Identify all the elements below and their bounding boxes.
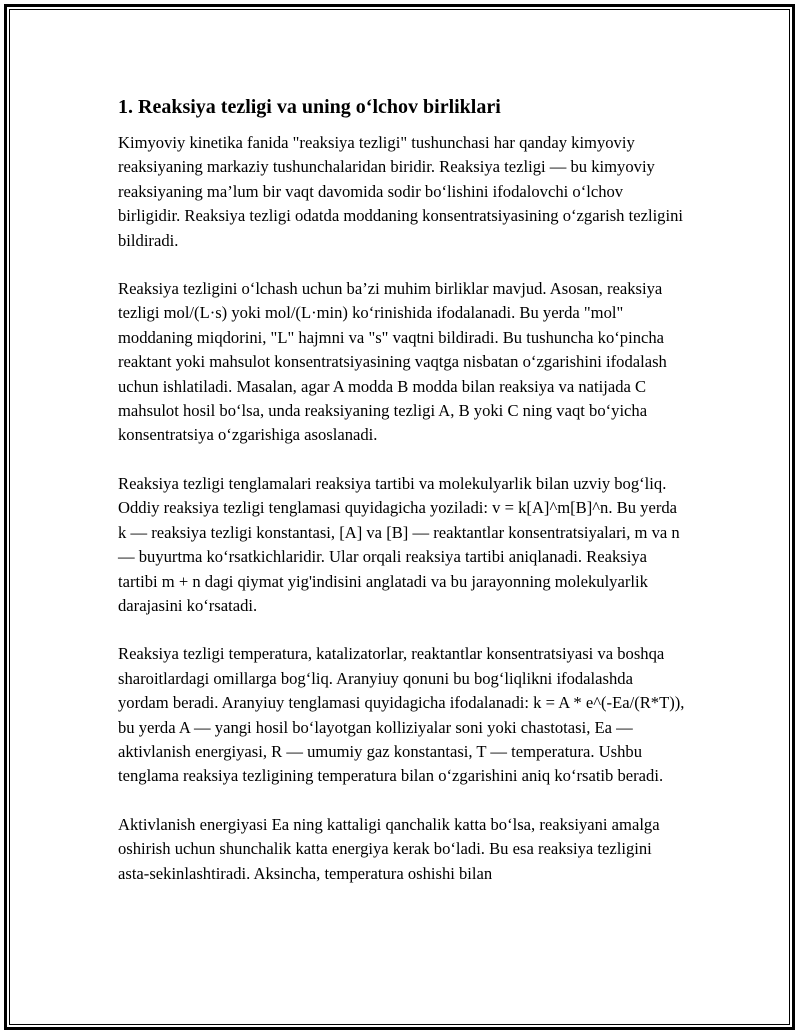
section-heading: 1. Reaksiya tezligi va uning o‘lchov birliklari [118,96,501,118]
document-body [118,95,685,910]
paragraph-reaction-rate-definition: Kimyoviy kinetika fanida "reaksiya tezligi" tushunchasi har qanday kimyoviy reaksiyaning markaziy tushunchalaridan biridir. Reaksiya tezligi — bu kimyoviy reaksiyaning ma’lum bir vaqt davomida sodir bo‘lishini ifodalovchi o‘lchov birligidir. Reaksiya tezligi odatda moddaning konsentratsiyasining o‘zgarish tezligini bildiradi. [118,133,683,250]
paragraph-rate-units: Reaksiya tezligini o‘lchash uchun ba’zi muhim birliklar mavjud. Asosan, reaksiya tezligi mol/(L·s) yoki mol/(L·min) ko‘rinishida ifodalanadi. Bu yerda "mol" moddaning miqdorini, "L" hajmni va "s" vaqtni bildiradi. Bu tushuncha ko‘pincha reaktant yoki mahsulot konsentratsiyasining vaqtga nisbatan o‘zgarishini ifodalash uchun ishlatiladi. Masalan, agar A modda B modda bilan reaksiya va natijada C mahsulot hosil bo‘lsa, unda reaksiyaning tezligi A, B yoki C ning vaqt bo‘yicha konsentratsiya o‘zgarishiga asoslanadi. [118,279,667,445]
paragraph-arrhenius: Reaksiya tezligi temperatura, katalizatorlar, reaktantlar konsentratsiyasi va boshqa sharoitlardagi omillarga bog‘liq. Aranyiuy qonuni bu bog‘liqlikni ifodalashda yordam beradi. Aranyiuy tenglamasi quyidagicha ifodalanadi: k = A * e^(-Ea/(R*T)), bu yerda A — yangi hosil bo‘layotgan kolliziyalar soni yoki chastotasi, Ea — aktivlanish energiyasi, R — umumiy gaz konstantasi, T — temperatura. Ushbu tenglama reaksiya tezligining temperatura bilan o‘zgarishini aniq ko‘rsatib beradi. [118,644,685,786]
paragraph-activation-energy: Aktivlanish energiyasi Ea ning kattaligi qanchalik katta bo‘lsa, reaksiyani amalga oshirish uchun shunchalik katta energiya kerak bo‘ladi. Bu esa reaksiya tezligini asta-sekinlashtiradi. Aksincha, temperatura oshishi bilan [118,814,660,883]
paragraph-rate-equation: Reaksiya tezligi tenglamalari reaksiya tartibi va molekulyarlik bilan uzviy bog‘liq. Oddiy reaksiya tezligi tenglamasi quyidagicha yoziladi: v = k[A]^m[B]^n. Bu yerda k — reaksiya tezligi konstantasi, [A] va [B] — reaktantlar konsentratsiyalari, m va n — buyurtma ko‘rsatkichlaridir. Ular orqali reaksiya tartibi aniqlanadi. Reaksiya tartibi m + n dagi qiymat yig'indisini anglatadi va bu jarayonning molekulyarlik darajasini ko‘rsatadi. [118,473,680,615]
